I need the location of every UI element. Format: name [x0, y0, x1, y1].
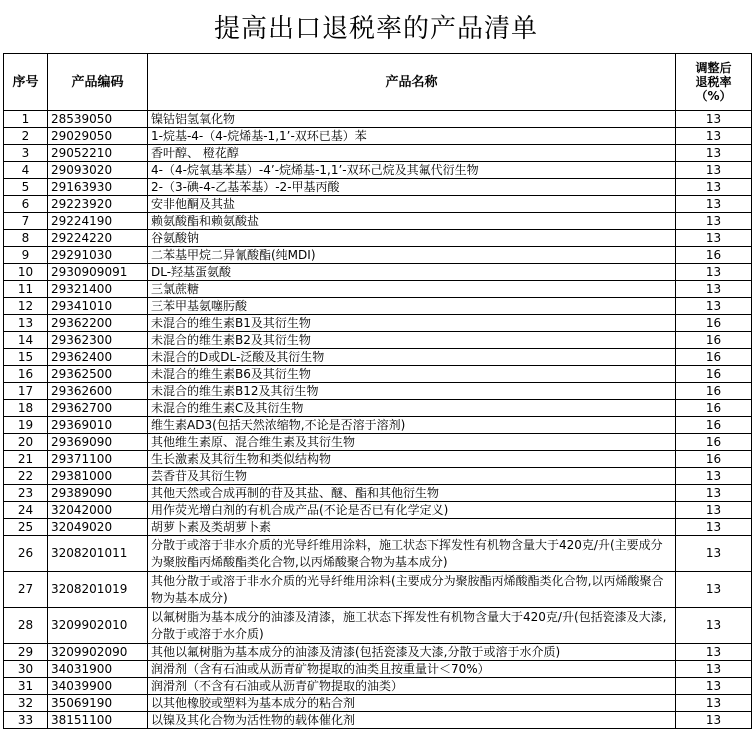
table-row: [4, 678, 752, 695]
row-name: 分散于或溶于非水介质的光导纤维用涂料，施工状态下挥发性有机物含量大于420克/升(主要成分为聚胺酯丙烯酸酯类化合物,以丙烯酸聚合物为基本成分): [148, 536, 676, 572]
row-rate: 13: [676, 196, 752, 213]
row-index: 31: [4, 678, 48, 695]
row-index: 27: [4, 572, 48, 608]
row-name: 其他以氟树脂为基本成分的油漆及清漆(包括瓷漆及大漆,分散于或溶于水介质): [148, 644, 676, 661]
row-name: 以镍及其化合物为活性物的载体催化剂: [148, 712, 676, 729]
row-index: 9: [4, 247, 48, 264]
row-rate: 13: [676, 572, 752, 608]
row-name: 润滑剂（不含有石油或从沥青矿物提取的油类）: [148, 678, 676, 695]
row-code: 3209902090: [48, 644, 148, 661]
row-rate: 13: [676, 536, 752, 572]
row-rate: 13: [676, 608, 752, 644]
row-name: 未混合的维生素B12及其衍生物: [148, 383, 676, 400]
table-row: [4, 695, 752, 712]
row-index: 17: [4, 383, 48, 400]
row-rate: 16: [676, 349, 752, 366]
row-index: 33: [4, 712, 48, 729]
row-code: 29362500: [48, 366, 148, 383]
row-name: 香叶醇、 橙花醇: [148, 145, 676, 162]
row-rate: 13: [676, 281, 752, 298]
header-name: 产品名称: [148, 54, 676, 111]
table-row: [4, 179, 752, 196]
row-rate: 16: [676, 332, 752, 349]
header-rate-line1: 调整后: [695, 61, 732, 75]
row-index: 20: [4, 434, 48, 451]
row-rate: 16: [676, 451, 752, 468]
row-code: 2930909091: [48, 264, 148, 281]
product-table: [3, 53, 752, 729]
row-rate: 16: [676, 417, 752, 434]
row-code: 29362400: [48, 349, 148, 366]
row-rate: 13: [676, 213, 752, 230]
row-name: 4-（4-烷氧基苯基）-4’-烷烯基-1,1’-双环己烷及其氟代衍生物: [148, 162, 676, 179]
table-row: [4, 196, 752, 213]
table-row: [4, 332, 752, 349]
row-name: 谷氨酸钠: [148, 230, 676, 247]
table-row: [4, 417, 752, 434]
row-index: 4: [4, 162, 48, 179]
row-index: 21: [4, 451, 48, 468]
row-rate: 13: [676, 712, 752, 729]
table-row: [4, 281, 752, 298]
row-code: 29052210: [48, 145, 148, 162]
row-code: 3208201019: [48, 572, 148, 608]
table-row: [4, 349, 752, 366]
row-code: 29381000: [48, 468, 148, 485]
table-row: [4, 315, 752, 332]
row-rate: 16: [676, 400, 752, 417]
table-row: [4, 644, 752, 661]
table-row: [4, 485, 752, 502]
row-index: 22: [4, 468, 48, 485]
table-row: [4, 451, 752, 468]
row-code: 29362700: [48, 400, 148, 417]
row-name: 用作荧光增白剂的有机合成产品(不论是否已有化学定义): [148, 502, 676, 519]
row-rate: 13: [676, 502, 752, 519]
row-index: 8: [4, 230, 48, 247]
row-rate: 13: [676, 162, 752, 179]
row-index: 23: [4, 485, 48, 502]
row-code: 3209902010: [48, 608, 148, 644]
row-code: 29223920: [48, 196, 148, 213]
row-rate: 13: [676, 485, 752, 502]
row-name: 三苯甲基氨噻肟酸: [148, 298, 676, 315]
row-index: 14: [4, 332, 48, 349]
row-rate: 16: [676, 366, 752, 383]
row-rate: 13: [676, 111, 752, 128]
table-row: [4, 572, 752, 608]
table-row: [4, 247, 752, 264]
row-index: 16: [4, 366, 48, 383]
row-rate: 16: [676, 383, 752, 400]
row-index: 30: [4, 661, 48, 678]
row-name: 润滑剂（含有石油或从沥青矿物提取的油类且按重量计＜70%）: [148, 661, 676, 678]
row-name: 以氟树脂为基本成分的油漆及清漆，施工状态下挥发性有机物含量大于420克/升(包括瓷漆及大漆,分散于或溶于水介质): [148, 608, 676, 644]
row-index: 26: [4, 536, 48, 572]
table-row: [4, 111, 752, 128]
row-code: 29163930: [48, 179, 148, 196]
table-row: [4, 400, 752, 417]
row-index: 7: [4, 213, 48, 230]
row-rate: 13: [676, 145, 752, 162]
row-index: 3: [4, 145, 48, 162]
row-index: 18: [4, 400, 48, 417]
header-row: [4, 54, 752, 111]
row-code: 29341010: [48, 298, 148, 315]
row-rate: 13: [676, 519, 752, 536]
row-code: 28539050: [48, 111, 148, 128]
row-name: 未混合的D或DL-泛酸及其衍生物: [148, 349, 676, 366]
row-rate: 16: [676, 315, 752, 332]
row-name: 1-烷基-4-（4-烷烯基-1,1’-双环已基）苯: [148, 128, 676, 145]
table-row: [4, 434, 752, 451]
row-code: 29362300: [48, 332, 148, 349]
row-index: 19: [4, 417, 48, 434]
table-row: [4, 128, 752, 145]
table-row: [4, 608, 752, 644]
row-name: 赖氨酸酯和赖氨酸盐: [148, 213, 676, 230]
row-index: 29: [4, 644, 48, 661]
row-name: 二苯基甲烷二异氰酸酯(纯MDI): [148, 247, 676, 264]
row-index: 5: [4, 179, 48, 196]
row-rate: 13: [676, 264, 752, 281]
header-rate-line3: （%）: [695, 89, 732, 103]
row-rate: 13: [676, 678, 752, 695]
table-row: [4, 536, 752, 572]
row-index: 28: [4, 608, 48, 644]
row-code: 29389090: [48, 485, 148, 502]
row-index: 25: [4, 519, 48, 536]
table-row: [4, 519, 752, 536]
row-rate: 13: [676, 230, 752, 247]
row-name: 以其他橡胶或塑料为基本成分的粘合剂: [148, 695, 676, 712]
row-code: 29224190: [48, 213, 148, 230]
table-row: [4, 661, 752, 678]
row-code: 29224220: [48, 230, 148, 247]
row-index: 2: [4, 128, 48, 145]
row-name: 生长激素及其衍生物和类似结构物: [148, 451, 676, 468]
row-rate: 16: [676, 247, 752, 264]
row-name: 镍钴铝氢氧化物: [148, 111, 676, 128]
row-index: 1: [4, 111, 48, 128]
row-rate: 13: [676, 468, 752, 485]
row-index: 13: [4, 315, 48, 332]
row-name: 芸香苷及其衍生物: [148, 468, 676, 485]
row-name: 未混合的维生素B2及其衍生物: [148, 332, 676, 349]
page-title: 提高出口退税率的产品清单: [213, 14, 538, 44]
row-index: 24: [4, 502, 48, 519]
table-row: [4, 298, 752, 315]
row-code: 29093020: [48, 162, 148, 179]
row-name: 其他天然或合成再制的苷及其盐、醚、酯和其他衍生物: [148, 485, 676, 502]
header-rate: [676, 54, 752, 111]
table-row: [4, 712, 752, 729]
row-code: 3208201011: [48, 536, 148, 572]
row-code: 38151100: [48, 712, 148, 729]
table-row: [4, 383, 752, 400]
row-name: 维生素AD3(包括天然浓缩物,不论是否溶于溶剂): [148, 417, 676, 434]
table-row: [4, 264, 752, 281]
row-code: 35069190: [48, 695, 148, 712]
row-index: 12: [4, 298, 48, 315]
row-rate: 13: [676, 128, 752, 145]
row-index: 11: [4, 281, 48, 298]
row-code: 29321400: [48, 281, 148, 298]
row-code: 29371100: [48, 451, 148, 468]
row-name: 安非他酮及其盐: [148, 196, 676, 213]
row-rate: 13: [676, 179, 752, 196]
row-rate: 16: [676, 434, 752, 451]
row-name: 未混合的维生素C及其衍生物: [148, 400, 676, 417]
row-code: 29362200: [48, 315, 148, 332]
table-row: [4, 502, 752, 519]
header-index: 序号: [4, 54, 48, 111]
row-rate: 13: [676, 298, 752, 315]
row-code: 29029050: [48, 128, 148, 145]
table-body: [4, 111, 752, 729]
table-row: [4, 145, 752, 162]
row-name: 未混合的维生素B6及其衍生物: [148, 366, 676, 383]
row-index: 32: [4, 695, 48, 712]
header-rate-line2: 退税率: [695, 75, 732, 89]
row-name: 其他分散于或溶于非水介质的光导纤维用涂料(主要成分为聚胺酯丙烯酸酯类化合物,以丙烯酸聚合物为基本成分): [148, 572, 676, 608]
table-row: [4, 366, 752, 383]
row-code: 32049020: [48, 519, 148, 536]
row-rate: 13: [676, 695, 752, 712]
row-code: 32042000: [48, 502, 148, 519]
table-row: [4, 213, 752, 230]
row-rate: 13: [676, 661, 752, 678]
row-code: 29362600: [48, 383, 148, 400]
row-name: 胡萝卜素及类胡萝卜素: [148, 519, 676, 536]
table-row: [4, 230, 752, 247]
row-index: 6: [4, 196, 48, 213]
row-name: 其他维生素原、混合维生素及其衍生物: [148, 434, 676, 451]
row-code: 29369010: [48, 417, 148, 434]
row-code: 34031900: [48, 661, 148, 678]
table-row: [4, 468, 752, 485]
row-index: 10: [4, 264, 48, 281]
table-row: [4, 162, 752, 179]
row-code: 34039900: [48, 678, 148, 695]
row-rate: 13: [676, 644, 752, 661]
row-name: 未混合的维生素B1及其衍生物: [148, 315, 676, 332]
header-code: 产品编码: [48, 54, 148, 111]
row-name: DL-羟基蛋氨酸: [148, 264, 676, 281]
row-name: 三氯蔗糖: [148, 281, 676, 298]
row-code: 29369090: [48, 434, 148, 451]
row-name: 2-（3-碘-4-乙基苯基）-2-甲基丙酸: [148, 179, 676, 196]
row-index: 15: [4, 349, 48, 366]
row-code: 29291030: [48, 247, 148, 264]
